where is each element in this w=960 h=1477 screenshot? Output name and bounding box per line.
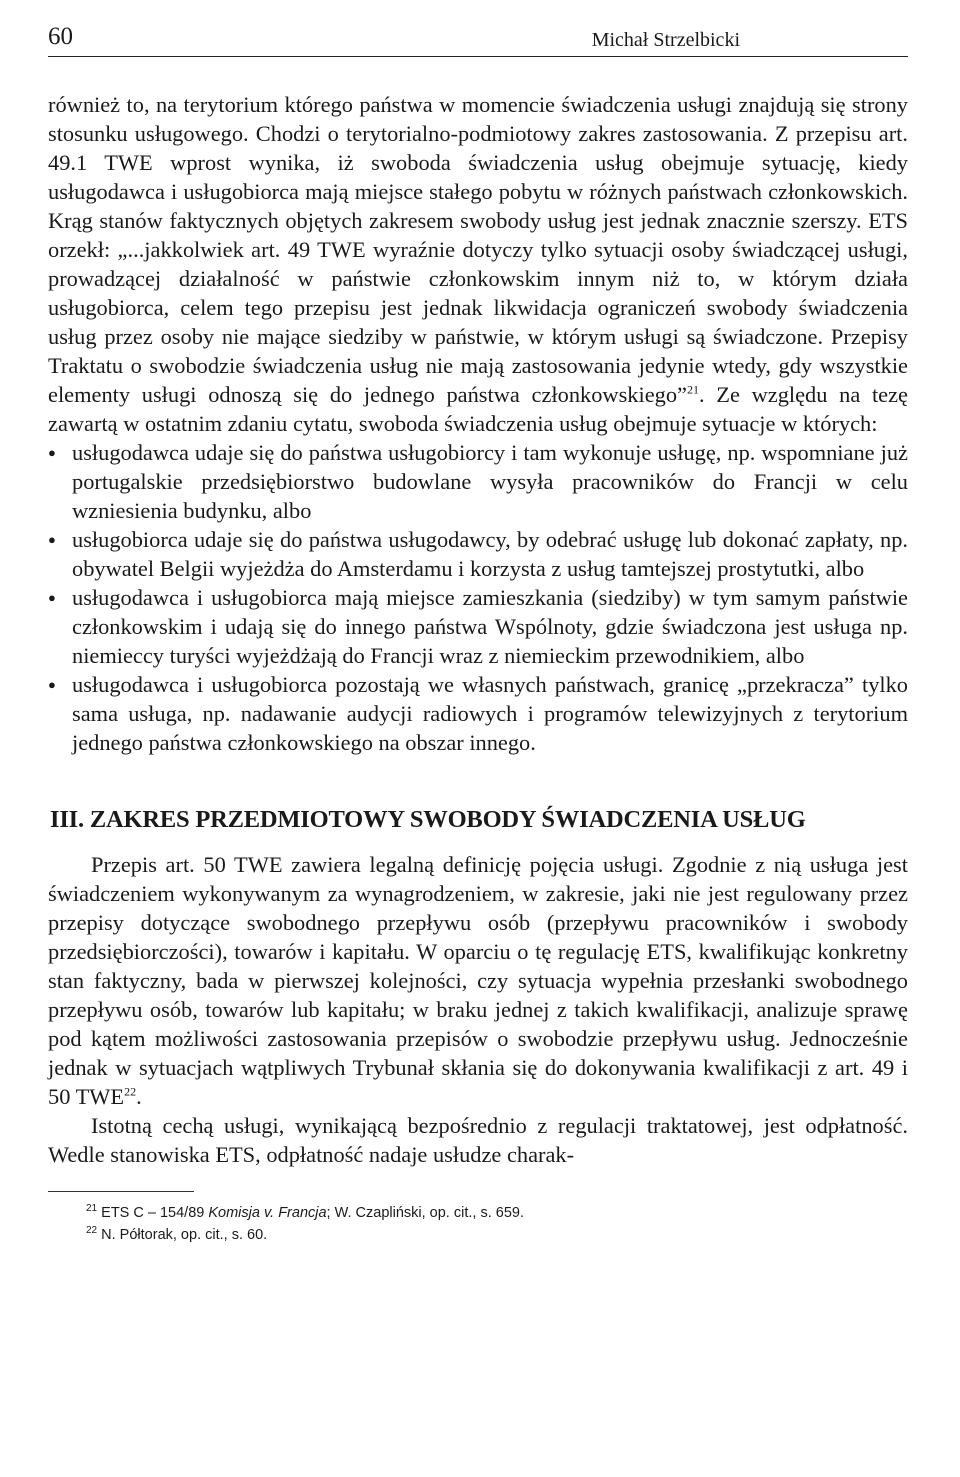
- paragraph-text: . Ze względu na tezę zawartą w ostatnim zdaniu cytatu, swoboda świadczenia usług obejmuje sytuacje w których:: [48, 382, 908, 436]
- running-head-author: Michał Strzelbicki: [591, 29, 740, 51]
- footnote-separator: [48, 1191, 194, 1192]
- bullet-item: ● usługobiorca udaje się do państwa usługodawcy, by odebrać usługę lub dokonać zapłaty, np. obywatel Belgii wyjeżdża do Amsterdamu i korzysta z usług tamtejszej prostytutki, albo: [48, 525, 908, 583]
- footnote: [86, 1202, 908, 1224]
- footnote-text: ETS C – 154/89: [101, 1205, 209, 1221]
- paragraph-text: również to, na terytorium którego państwa w momencie świadczenia usługi znajdują się strony stosunku usługowego. Chodzi o terytorialno-podmiotowy zakres zastosowania. Z przepisu art. 49.1 TWE wprost wynika, iż swoboda świadczenia usług obejmuje sytuację, kiedy usługodawca i usługobiorca mają miejsce stałego pobytu w różnych państwach członkowskich. Krąg stanów faktycznych objętych zakresem swobody usług jest jednak znacznie szerszy. ETS orzekł: „...jakkolwiek art. 49 TWE wyraźnie dotyczy tylko sytuacji osoby świadczącej usługi, prowadzącej działalność w państwie członkowskim innym niż to, w którym działa usługobiorca, celem tego przepisu jest jednak likwidacja ograniczeń swobody świadczenia usług przez osoby nie mające siedziby w państwie, w którym usługi są świadczone. Przepisy Traktatu o swobodzie świadczenia usług nie mają zastosowania jedynie wtedy, gdy wszystkie elementy usługi odnoszą się do jednego państwa członkowskiego”: [48, 92, 908, 407]
- paragraph: [48, 90, 908, 438]
- paragraph-text: Przepis art. 50 TWE zawiera legalną definicję pojęcia usługi. Zgodnie z nią usługa jest świadczeniem wykonywanym za wynagrodzeniem, w zakresie, jaki nie jest regulowany przez przepisy dotyczące swobodnego przepływu osób (przepływu pracowników i swobody przedsiębiorczości), towarów i kapitału. W oparciu o tę regulację ETS, kwalifikując konkretny stan faktyczny, bada w pierwszej kolejności, czy sytuacja wypełnia przesłanki swobodnego przepływu osób, towarów lub kapitału; w braku jednej z takich kwalifikacji, analizuje sprawę pod kątem możliwości zastosowania przepisów o swobodzie przepływu usług. Jednocześnie jednak w sytuacjach wątpliwych Trybunał skłania się do dokonywania kwalifikacji z art. 49 i 50 TWE: [48, 852, 908, 1109]
- section-heading: III. ZAKRES PRZEDMIOTOWY SWOBODY ŚWIADCZENIA USŁUG: [50, 806, 806, 833]
- footnote-text: N. Półtorak, op. cit., s. 60.: [101, 1227, 268, 1243]
- paragraph-text: .: [136, 1084, 142, 1109]
- footnote-number: 21: [86, 1203, 98, 1215]
- paragraph: [48, 850, 908, 1111]
- footnote-case-name: Komisja v. Francja: [208, 1205, 327, 1221]
- bullet-item: ● usługodawca udaje się do państwa usługobiorcy i tam wykonuje usługę, np. wspomniane już portugalskie przedsiębiorstwo budowlane wysyła pracowników do Francji w celu wzniesienia budynku, albo: [48, 438, 908, 525]
- paragraph: Istotną cechą usługi, wynikającą bezpośrednio z regulacji traktatowej, jest odpłatność. Wedle stanowiska ETS, odpłatność nadaje usłudze charak-: [48, 1113, 908, 1167]
- bullet-item: ● usługodawca i usługobiorca pozostają we własnych państwach, granicę „przekracza” tylko sama usługa, np. nadawanie audycji radiowych i programów telewizyjnych z terytorium jednego państwa członkowskiego na obszar innego.: [48, 670, 908, 757]
- bullet-item: ● usługodawca i usługobiorca mają miejsce zamieszkania (siedziby) w tym samym państwie członkowskim i udają się do innego państwa Wspólnoty, gdzie świadczona jest usługa np. niemieccy turyści wyjeżdżają do Francji wraz z niemieckim przewodnikiem, albo: [48, 583, 908, 670]
- footnote-ref: 21: [686, 382, 699, 397]
- footnote-ref: 22: [124, 1084, 137, 1099]
- page-header: [48, 22, 908, 57]
- footnotes: [48, 1202, 908, 1246]
- footnote-text: ; W. Czapliński, op. cit., s. 659.: [326, 1205, 524, 1221]
- footnote: [86, 1224, 908, 1246]
- body-text: [48, 90, 908, 1169]
- page-number: 60: [48, 23, 73, 50]
- bullet-list: [48, 438, 908, 757]
- footnote-number: 22: [86, 1225, 98, 1237]
